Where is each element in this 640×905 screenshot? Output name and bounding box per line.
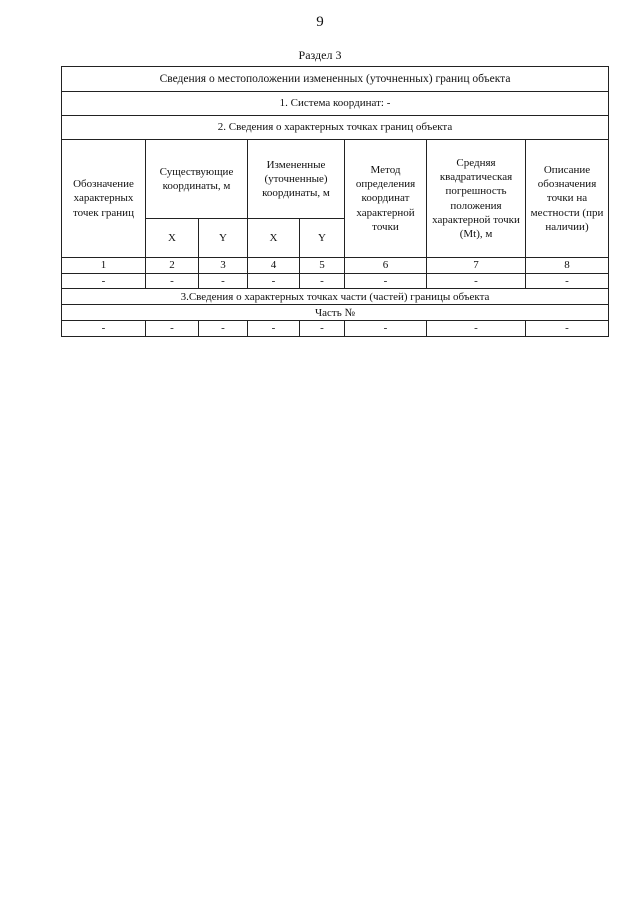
column-number: 1	[62, 258, 146, 274]
points-heading-row: 2. Сведения о характерных точках границ объекта	[62, 116, 609, 140]
header-point-designation: Обозначение характерных точек границ	[62, 140, 146, 258]
table-cell: -	[345, 274, 427, 289]
column-number: 5	[300, 258, 345, 274]
table-cell: -	[62, 274, 146, 289]
header-existing-coords: Существующие координаты, м	[146, 140, 248, 219]
table-title: Сведения о местоположении измененных (уточненных) границ объекта	[62, 67, 609, 92]
boundary-points-table	[61, 66, 609, 337]
column-number: 7	[427, 258, 526, 274]
header-description: Описание обозначения точки на местности (при наличии)	[526, 140, 609, 258]
column-number: 8	[526, 258, 609, 274]
table-cell: -	[199, 321, 248, 336]
coordinate-system-row: 1. Система координат: -	[62, 92, 609, 116]
header-mean-error: Средняя квадратическая погрешность положения характерной точки (Mt), м	[427, 140, 526, 258]
table-cell: -	[300, 274, 345, 289]
header-existing-x: X	[146, 219, 199, 258]
column-number: 3	[199, 258, 248, 274]
header-changed-y: Y	[300, 219, 345, 258]
parts-heading-row: 3.Сведения о характерных точках части (частей) границы объекта	[62, 289, 609, 305]
table-row	[62, 321, 609, 336]
table-cell: -	[300, 321, 345, 336]
header-method: Метод определения координат характерной точки	[345, 140, 427, 258]
column-numbers-row	[62, 258, 609, 274]
header-changed-coords: Измененные (уточненные) координаты, м	[248, 140, 345, 219]
table-cell: -	[146, 274, 199, 289]
table-cell: -	[427, 274, 526, 289]
column-number: 2	[146, 258, 199, 274]
part-number-row: Часть №	[62, 305, 609, 321]
table-cell: -	[146, 321, 199, 336]
column-number: 4	[248, 258, 300, 274]
column-number: 6	[345, 258, 427, 274]
table-cell: -	[526, 321, 609, 336]
header-changed-x: X	[248, 219, 300, 258]
section-title: Раздел 3	[298, 48, 342, 62]
table-row	[62, 274, 609, 289]
table-cell: -	[345, 321, 427, 336]
table-cell: -	[62, 321, 146, 336]
table-cell: -	[526, 274, 609, 289]
table-cell: -	[248, 321, 300, 336]
table-cell: -	[199, 274, 248, 289]
page-number: 9	[316, 14, 324, 30]
header-existing-y: Y	[199, 219, 248, 258]
table-cell: -	[248, 274, 300, 289]
table-cell: -	[427, 321, 526, 336]
